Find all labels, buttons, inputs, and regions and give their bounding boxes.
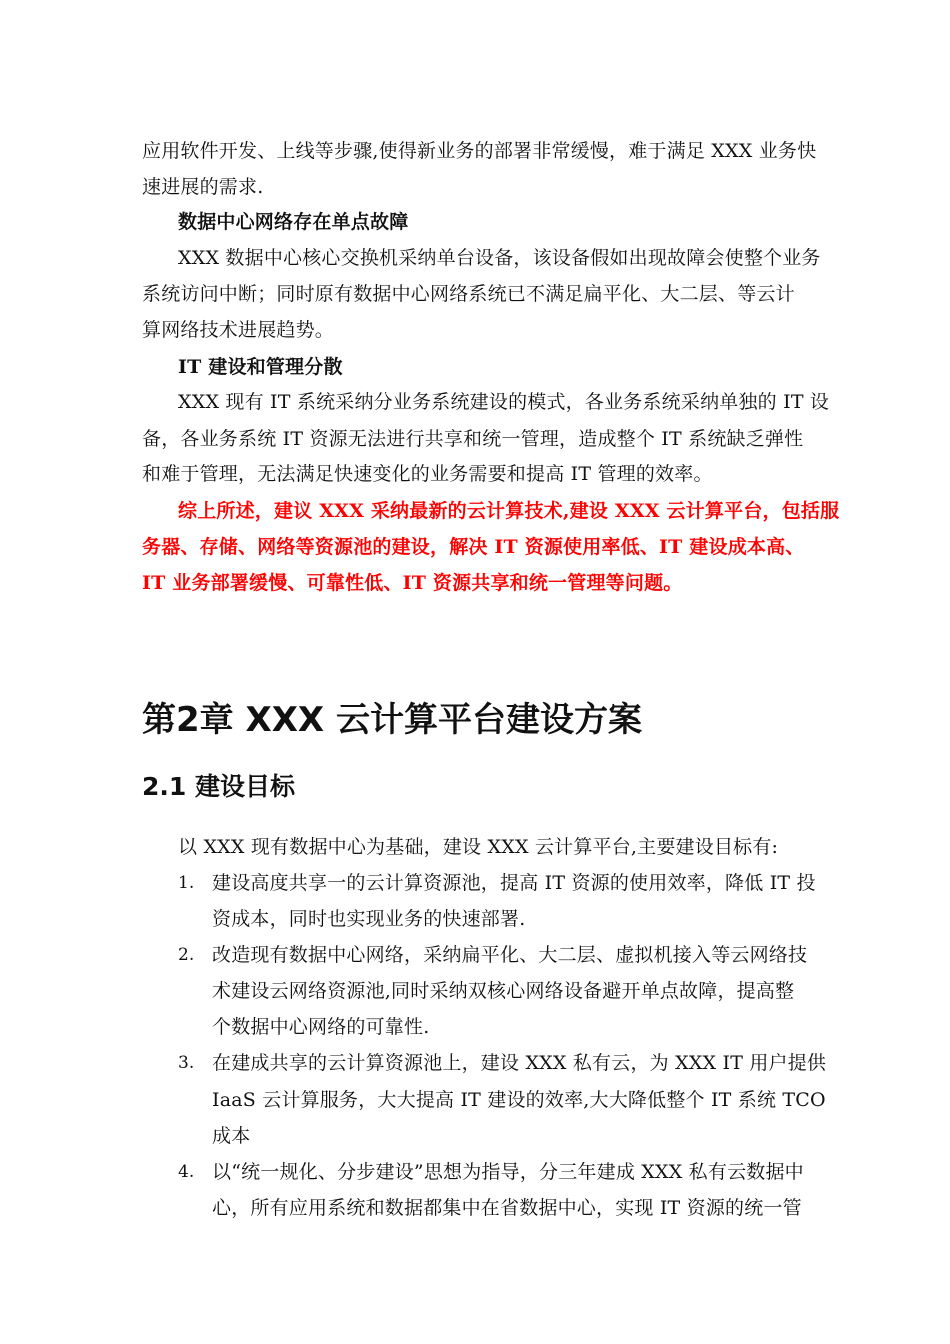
paragraph-line: 和难于管理，无法满足快速变化的业务需要和提高 IT 管理的效率。 — [142, 463, 713, 485]
paragraph-line: 应用软件开发、上线等步骤,使得新业务的部署非常缓慢，难于满足 XXX 业务快 — [142, 140, 817, 162]
summary-line: IT 业务部署缓慢、可靠性低、IT 资源共享和统一管理等问题。 — [142, 572, 683, 594]
list-item-line: 心，所有应用系统和数据都集中在省数据中心，实现 IT 资源的统一管 — [212, 1197, 802, 1219]
paragraph-line: 算网络技术进展趋势。 — [142, 319, 335, 341]
list-item-line: 改造现有数据中心网络，采纳扁平化、大二层、虚拟机接入等云网络技 — [212, 944, 808, 966]
paragraph-line: XXX 现有 IT 系统采纳分业务系统建设的模式，各业务系统采纳单独的 IT 设 — [178, 391, 830, 413]
section-title: 2.1 建设目标 — [142, 772, 295, 801]
list-item-line: IaaS 云计算服务，大大提高 IT 建设的效率,大大降低整个 IT 系统 TCO — [212, 1089, 826, 1111]
subheading-it-scattered: IT 建设和管理分散 — [178, 356, 343, 378]
chapter-title: 第2章 XXX 云计算平台建设方案 — [142, 700, 642, 740]
list-item-line: 个数据中心网络的可靠性. — [212, 1016, 430, 1038]
list-number: 2. — [178, 945, 195, 965]
list-item-line: 资成本，同时也实现业务的快速部署. — [212, 908, 526, 930]
list-item-line: 术建设云网络资源池,同时采纳双核心网络设备避开单点故障，提高整 — [212, 980, 795, 1002]
list-number: 3. — [178, 1053, 195, 1073]
summary-line: 综上所述，建议 XXX 采纳最新的云计算技术,建设 XXX 云计算平台，包括服 — [178, 500, 840, 522]
summary-line: 务器、存储、网络等资源池的建设，解决 IT 资源使用率低、IT 建设成本高、 — [142, 536, 805, 558]
list-number: 4. — [178, 1162, 195, 1182]
section-intro: 以 XXX 现有数据中心为基础，建设 XXX 云计算平台,主要建设目标有: — [178, 836, 779, 858]
paragraph-line: 备，各业务系统 IT 资源无法进行共享和统一管理，造成整个 IT 系统缺乏弹性 — [142, 428, 804, 450]
paragraph-line: XXX 数据中心核心交换机采纳单台设备，该设备假如出现故障会使整个业务 — [178, 247, 821, 269]
list-number: 1. — [178, 873, 195, 893]
list-item-line: 在建成共享的云计算资源池上，建设 XXX 私有云，为 XXX IT 用户提供 — [212, 1052, 827, 1074]
paragraph-line: 系统访问中断；同时原有数据中心网络系统已不满足扁平化、大二层、等云计 — [142, 283, 795, 305]
list-item-line: 成本 — [212, 1125, 251, 1147]
paragraph-line: 速进展的需求. — [142, 176, 264, 198]
list-item-line: 建设高度共享一的云计算资源池，提高 IT 资源的使用效率，降低 IT 投 — [212, 872, 816, 894]
list-item-line: 以“统一规化、分步建设”思想为指导，分三年建成 XXX 私有云数据中 — [212, 1161, 804, 1183]
subheading-single-point-failure: 数据中心网络存在单点故障 — [178, 211, 409, 233]
